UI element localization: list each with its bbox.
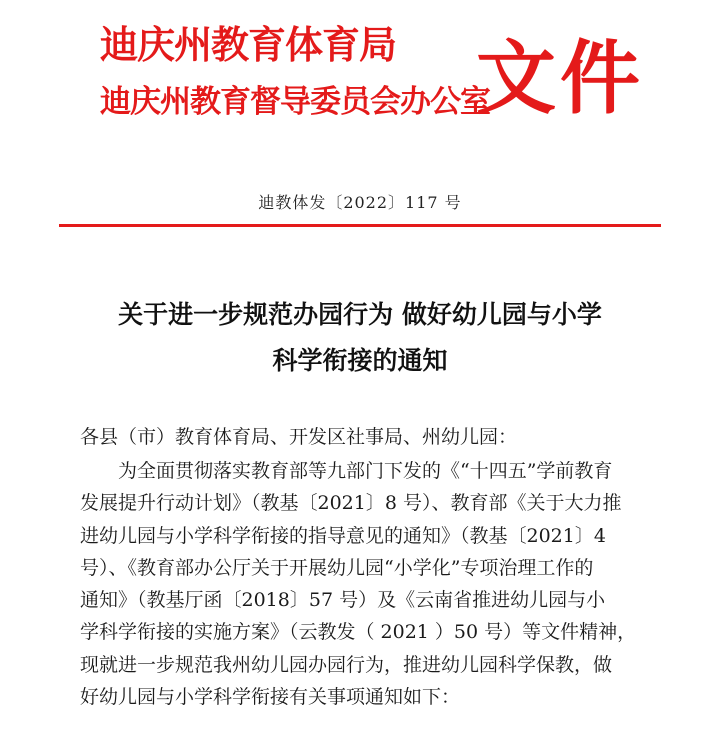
body-paragraph xyxy=(80,455,650,713)
document-number: 迪教体发〔2022〕117 号 xyxy=(258,193,462,212)
paragraph-line: 学科学衔接的实施方案》（云教发（ 2021 ）50 号）等文件精神， xyxy=(80,621,637,644)
title-line-1: 关于进一步规范办园行为 做好幼儿园与小学 xyxy=(118,300,602,329)
document-word: 文件 xyxy=(476,32,644,125)
paragraph-line: 号）、《教育部办公厅关于开展幼儿园“小学化”专项治理工作的 xyxy=(80,556,594,579)
issuer-line-1: 迪庆州教育体育局 xyxy=(100,23,397,67)
paragraph-line: 现就进一步规范我州幼儿园办园行为，推进幼儿园科学保教，做 xyxy=(80,653,613,676)
red-divider xyxy=(59,224,661,227)
paragraph-line: 进幼儿园与小学科学衔接的指导意见的通知》（教基〔2021〕4 xyxy=(80,524,606,547)
paragraph-line: 发展提升行动计划》（教基〔2021〕8 号）、教育部《关于大力推 xyxy=(80,492,622,515)
title-line-2: 科学衔接的通知 xyxy=(272,346,448,375)
salutation: 各县（市）教育体育局、开发区社事局、州幼儿园： xyxy=(80,426,518,448)
paragraph-line: 通知》（教基厅函〔2018〕57 号）及《云南省推进幼儿园与小 xyxy=(80,589,606,612)
paragraph-line: 为全面贯彻落实教育部等九部门下发的《“十四五”学前教育 xyxy=(118,460,613,482)
issuer-line-2: 迪庆州教育督导委员会办公室 xyxy=(100,84,490,120)
document-header xyxy=(0,0,720,140)
paragraph-line: 好幼儿园与小学科学衔接有关事项通知如下： xyxy=(80,686,461,709)
